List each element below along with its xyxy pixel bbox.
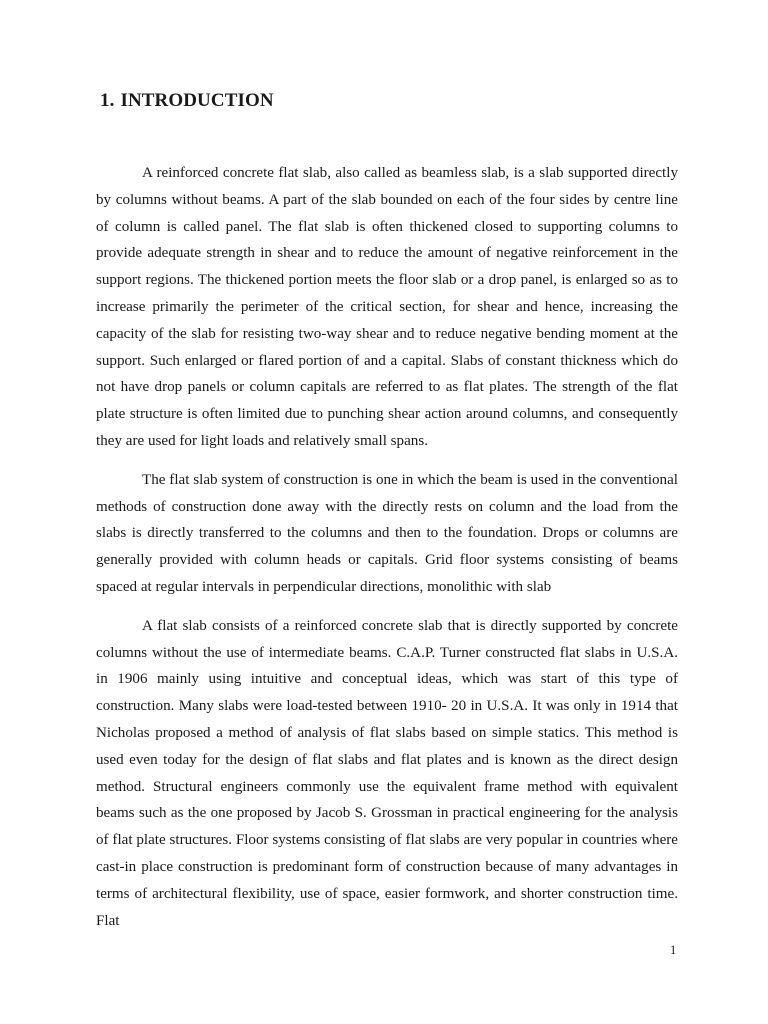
paragraph-2: The flat slab system of construction is one in which the beam is used in the conventional methods of construction done away with the directly rests on column and the load from the slabs is directly transferred to the columns and then to the foundation. Drops or columns are generally provided with column heads or capitals. Grid floor systems consisting of beams spaced at regular intervals in perpendicular directions, monolithic with slab <box>96 471 678 595</box>
section-heading <box>100 90 274 112</box>
body-text <box>96 160 678 934</box>
paragraph-3: A flat slab consists of a reinforced concrete slab that is directly supported by concrete columns without the use of intermediate beams. C.A.P. Turner constructed flat slabs in U.S.A. in 1906 mainly using intuitive and conceptual ideas, which was start of this type of construction. Many slabs were load-tested between 1910- 20 in U.S.A. It was only in 1914 that Nicholas proposed a method of analysis of flat slabs based on simple statics. This method is used even today for the design of flat slabs and flat plates and is known as the direct design method. Structural engineers commonly use the equivalent frame method with equivalent beams such as the one proposed by Jacob S. Grossman in practical engineering for the analysis of flat plate structures. Floor systems consisting of flat slabs are very popular in countries where cast-in place construction is predominant form of construction because of many advantages in terms of architectural flexibility, use of space, easier formwork, and shorter construction time. Flat <box>96 617 678 929</box>
section-title: INTRODUCTION <box>120 90 274 111</box>
page-number: 1 <box>670 943 677 957</box>
section-number: 1. <box>100 90 115 111</box>
paragraph-1: A reinforced concrete flat slab, also called as beamless slab, is a slab supported directly by columns without beams. A part of the slab bounded on each of the four sides by centre line of column is called panel. The flat slab is often thickened closed to supporting columns to provide adequate strength in shear and to reduce the amount of negative reinforcement in the support regions. The thickened portion meets the floor slab or a drop panel, is enlarged so as to increase primarily the perimeter of the critical section, for shear and hence, increasing the capacity of the slab for resisting two-way shear and to reduce negative bending moment at the support. Such enlarged or flared portion of and a capital. Slabs of constant thickness which do not have drop panels or column capitals are referred to as flat plates. The strength of the flat plate structure is often limited due to punching shear action around columns, and consequently they are used for light loads and relatively small spans. <box>96 165 678 449</box>
